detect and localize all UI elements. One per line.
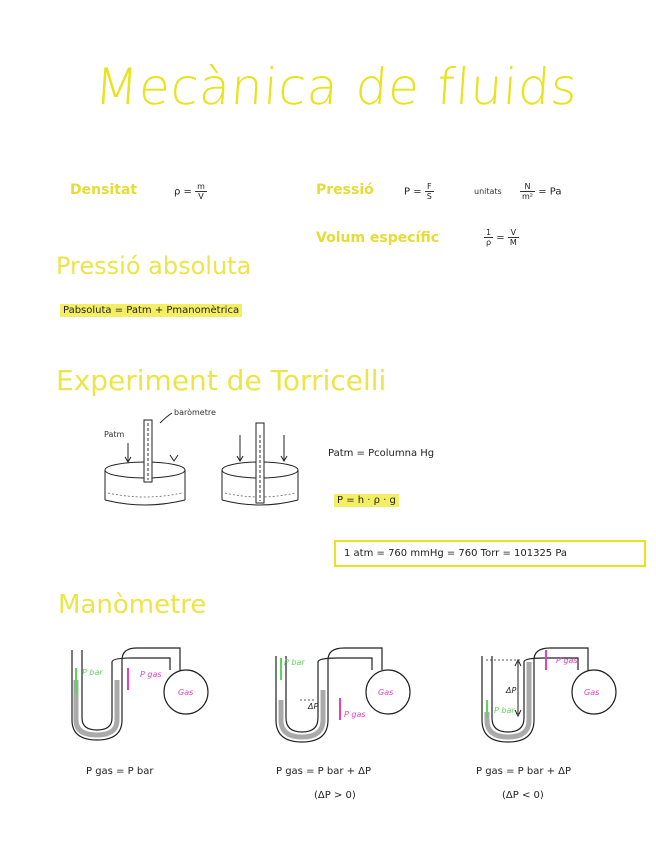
m1-pbar-label: P bar — [82, 668, 103, 677]
torricelli-formula-2: P = h · ρ · g — [334, 494, 399, 507]
ve-fraction-2 — [508, 228, 519, 247]
m2-gas-label: Gas — [378, 688, 394, 697]
torricelli-diagram — [100, 405, 310, 515]
torricelli-formula-1 — [328, 448, 434, 459]
pressio-fraction — [425, 182, 434, 201]
ve-num: 1 — [486, 228, 492, 237]
m2-condition: (ΔP > 0) — [314, 790, 356, 801]
atm-equivalence-box: 1 atm = 760 mmHg = 760 Torr = 101325 Pa — [334, 540, 646, 567]
densitat-lhs: ρ = — [174, 186, 192, 198]
unit-fraction — [520, 182, 535, 201]
manometre-heading: Manòmetre — [58, 590, 207, 620]
unit-num: N — [520, 182, 535, 192]
m3-dp-label: ΔP — [506, 686, 517, 695]
ve-den2: M — [509, 238, 517, 247]
m2-dp-label: ΔP — [308, 702, 319, 711]
pressio-label: Pressió — [316, 182, 374, 198]
torricelli-heading: Experiment de Torricelli — [56, 364, 387, 397]
densitat-formula — [174, 182, 207, 201]
manometer-diagram-2 — [270, 640, 420, 750]
pressio-den: S — [426, 192, 432, 201]
unit-den: m² — [522, 192, 533, 201]
m2-pgas-label: P gas — [344, 710, 366, 719]
barometre-label: baròmetre — [174, 408, 216, 417]
densitat-fraction — [195, 182, 207, 201]
pressio-absoluta-heading: Pressió absoluta — [56, 252, 252, 280]
ve-num2: V — [508, 228, 519, 238]
densitat-label: Densitat — [70, 182, 138, 198]
ve-eq: = — [496, 232, 505, 244]
m3-formula: P gas = P bar + ΔP — [476, 766, 572, 777]
page-title: Mecànica de fluids — [92, 58, 580, 116]
volum-especific-formula — [484, 228, 519, 247]
volum-especific-label: Volum específic — [316, 230, 440, 246]
formula1-left: Patm = — [328, 448, 365, 459]
m2-pbar-label: P bar — [284, 658, 305, 667]
manometer-diagram-3 — [476, 640, 626, 750]
pressio-lhs: P = — [404, 186, 422, 198]
m1-gas-label: Gas — [178, 688, 194, 697]
m3-gas-label: Gas — [584, 688, 600, 697]
pressio-formula — [404, 182, 434, 201]
pressio-absoluta-formula: Pabsoluta = Patm + Pmanomètrica — [60, 304, 242, 317]
m3-condition: (ΔP < 0) — [502, 790, 544, 801]
unit-eq: = Pa — [538, 186, 562, 198]
densitat-den: V — [198, 192, 204, 201]
unitats-label: unitats — [474, 187, 502, 196]
patm-label: Patm — [104, 430, 125, 439]
m2-formula: P gas = P bar + ΔP — [276, 766, 372, 777]
ve-fraction-1 — [484, 228, 493, 247]
unitats-formula — [520, 182, 561, 201]
m1-pgas-label: P gas — [140, 670, 162, 679]
m3-pbar-label: P bar — [494, 706, 515, 715]
ve-den: ρ — [486, 238, 492, 247]
m1-formula: P gas = P bar — [86, 766, 154, 777]
pressio-num: F — [425, 182, 434, 192]
densitat-num: m — [197, 182, 205, 191]
m3-pgas-label: P gas — [556, 656, 578, 665]
formula1-right: Pcolumna Hg — [368, 448, 435, 459]
